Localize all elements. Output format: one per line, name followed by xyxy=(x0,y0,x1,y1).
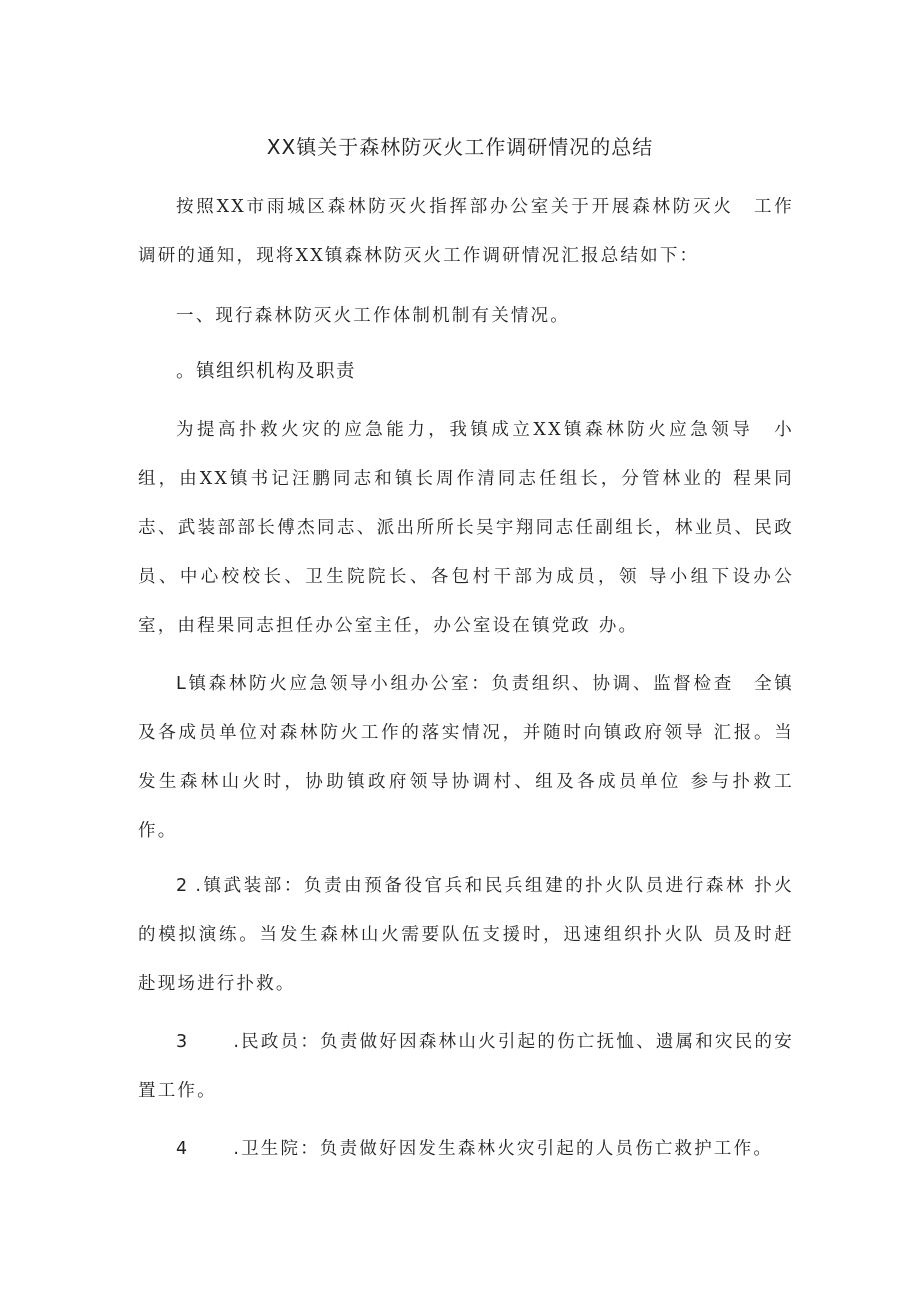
duty-item-2 xyxy=(138,862,794,1009)
duty-item-text: ：负责做好因森林山火引起的伤亡抚恤、遗属和灾民的安置工作。 xyxy=(138,1032,794,1101)
section-heading-1: 一、现行森林防灭火工作体制机制有关情况。 xyxy=(176,306,570,326)
organization-paragraph: 为提高扑救火灾的应急能力，我镇成立XX镇森林防火应急领导 小组，由XX镇书记汪鹏同志和镇长周作清同志任组长，分管林业的 程果同志、武装部部长傅杰同志、派出所所长吴宇翔同志任副组长，林业员、民政员、中心校校长、卫生院院长、各包村干部为成员，领 导小组下设办公室，由程果同志担任办公室主任，办公室设在镇党政 办。 xyxy=(138,420,794,636)
intro-paragraph: 按照XX市雨城区森林防灭火指挥部办公室关于开展森林防灭火 工作调研的通知，现将XX镇森林防灭火工作调研情况汇报总结如下： xyxy=(138,197,794,266)
duty-item-number: 2 xyxy=(176,876,190,896)
duty-item-lead: .卫生院 xyxy=(233,1139,301,1159)
duty-item-4 xyxy=(138,1125,794,1174)
document-title: XX镇关于森林防灭火工作调研情况的总结 xyxy=(266,135,654,159)
duty-item-text: ：负责做好因发生森林火灾引起的人员伤亡救护工作。 xyxy=(300,1139,774,1159)
duty-item-lead: .民政员 xyxy=(233,1032,301,1052)
duty-item-text: ：负责组织、协调、监督检查 全镇及各成员单位对森林防火工作的落实情况，并随时向镇政府领导 汇报。当发生森林山火时，协助镇政府领导协调村、组及各成员单位 参与扑救工作。 xyxy=(138,674,795,841)
duty-item-3 xyxy=(138,1018,794,1116)
duty-item-lead: .镇武装部 xyxy=(195,876,284,896)
duty-item-number: 3 xyxy=(176,1032,190,1052)
section-heading-2: 。镇组织机构及职责 xyxy=(176,361,357,382)
duty-item-1 xyxy=(138,660,794,856)
duty-item-lead: L镇森林防火应急领导小组办公室 xyxy=(176,674,472,694)
duty-item-text: ：负责由预备役官兵和民兵组建的扑火队员进行森林 扑火的模拟演练。当发生森林山火需要队伍支援时，迅速组织扑火队 员及时赶赴现场进行扑救。 xyxy=(138,876,795,994)
duty-item-number: 4 xyxy=(176,1139,190,1159)
